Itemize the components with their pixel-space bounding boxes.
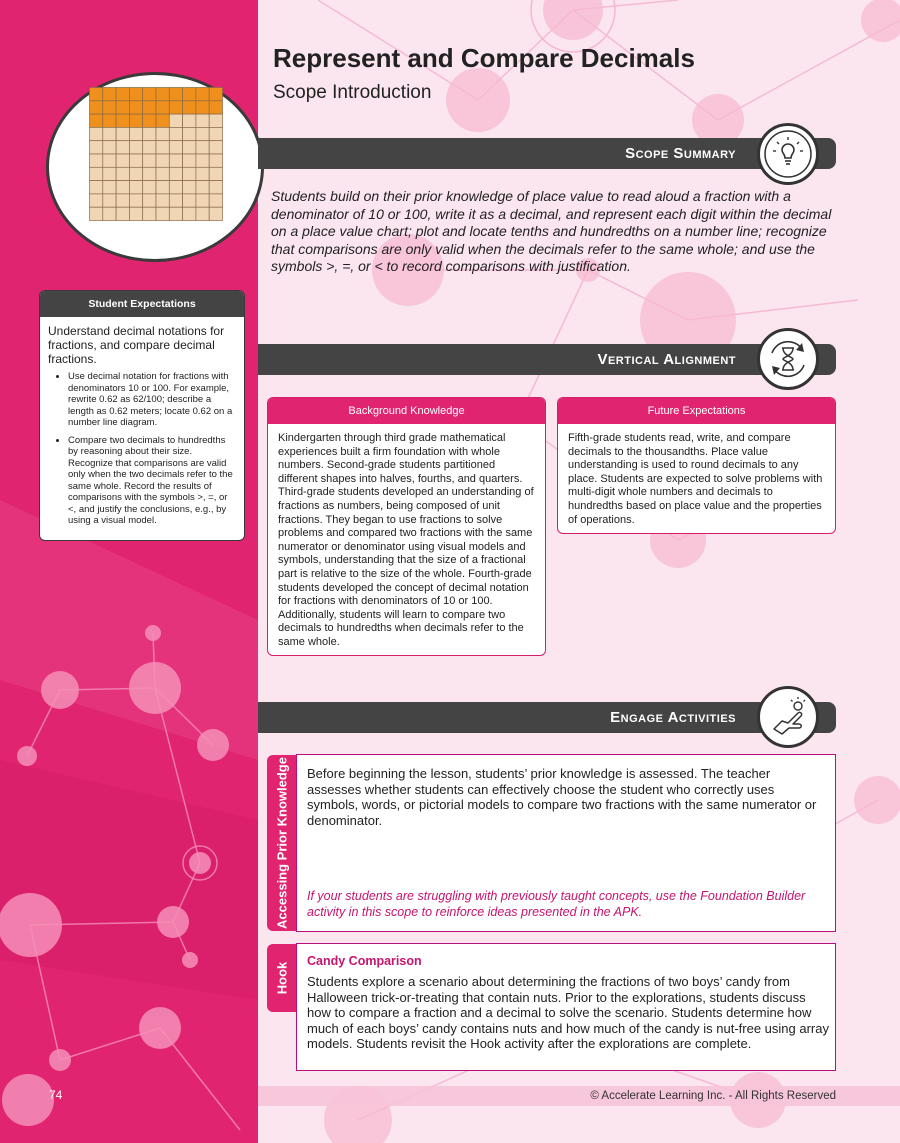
hundredths-grid-model [89, 87, 223, 221]
grid-cell [129, 154, 142, 167]
grid-cell [103, 167, 116, 180]
grid-cell [169, 114, 182, 127]
grid-cell [116, 141, 129, 154]
grid-cell [116, 101, 129, 114]
grid-cell [90, 194, 103, 207]
grid-cell [129, 181, 142, 194]
grid-cell [90, 127, 103, 140]
grid-cell [103, 181, 116, 194]
grid-cell [143, 114, 156, 127]
grid-cell [143, 207, 156, 220]
grid-cell [209, 141, 222, 154]
engage-activities-heading: Engage Activities [610, 709, 736, 726]
grid-cell [169, 167, 182, 180]
page-number: 74 [49, 1088, 63, 1102]
grid-cell [169, 154, 182, 167]
grid-cell [196, 154, 209, 167]
grid-cell [183, 181, 196, 194]
grid-cell [129, 88, 142, 101]
tab-accessing-prior-knowledge [267, 755, 296, 931]
hourglass-cycle-icon [757, 328, 819, 390]
tab-hook [267, 944, 296, 1012]
apk-tab-label: Accessing Prior Knowledge [274, 757, 289, 929]
grid-cell [143, 127, 156, 140]
grid-cell [129, 194, 142, 207]
grid-cell [183, 114, 196, 127]
future-expectations-heading: Future Expectations [558, 398, 835, 424]
grid-cell [209, 167, 222, 180]
student-expectations-intro: Understand decimal notations for fractions, and compare decimal fractions. [48, 324, 225, 366]
engage-activities-banner [258, 702, 836, 733]
grid-cell [103, 141, 116, 154]
grid-cell [116, 194, 129, 207]
grid-cell [143, 181, 156, 194]
grid-cell [90, 207, 103, 220]
grid-cell [90, 88, 103, 101]
background-knowledge-text: Kindergarten through third grade mathematical experiences built a firm foundation with whole numbers. Second-grade students partitioned different shapes into halves, fourths, and quarters. Third-grade students developed an understanding of fractions as numbers, being composed of unit fractions. They began to use fractions to solve problems and compared two fractions with the same numerator or denominator using visual models and symbols, understanding that the size of a fractional part is relative to the size of the whole. Fourth-grade students developed the concept of decimal notation for fractions with denominators of 10 or 100. Additionally, students will learn to compare two decimals to hundredths when decimals refer to the same whole. [278, 432, 534, 648]
lightbulb-icon [757, 123, 819, 185]
grid-cell [196, 167, 209, 180]
grid-cell [169, 181, 182, 194]
grid-cell [129, 127, 142, 140]
grid-cell [169, 207, 182, 220]
grid-cell [209, 127, 222, 140]
grid-cell [129, 207, 142, 220]
grid-cell [196, 141, 209, 154]
grid-cell [169, 127, 182, 140]
grid-cell [196, 194, 209, 207]
grid-cell [183, 194, 196, 207]
hook-title: Candy Comparison [307, 954, 422, 968]
background-knowledge-heading: Background Knowledge [268, 398, 545, 424]
grid-cell [103, 88, 116, 101]
grid-cell [169, 194, 182, 207]
grid-cell [196, 207, 209, 220]
grid-cell [143, 167, 156, 180]
apk-note: If your students are struggling with previously taught concepts, use the Foundation Builder activity in this scope to reinforce ideas presented in the APK. [307, 889, 806, 919]
hook-text: Students explore a scenario about determining the fractions of two boys’ candy from Halloween trick-or-treating that contain nuts. Prior to the explorations, students discuss how to compare a fraction and a decimal to solve the scenario. Students determine how much of each boys’ candy contains nuts and how much of the candy is nut-free using array models. Students revisit the Hook activity after the explorations are complete. [307, 974, 829, 1051]
grid-cell [116, 207, 129, 220]
grid-cell [143, 101, 156, 114]
copyright-notice: © Accelerate Learning Inc. - All Rights Reserved [590, 1090, 836, 1102]
future-expectations-card [557, 397, 836, 534]
grid-cell [209, 194, 222, 207]
grid-cell [103, 194, 116, 207]
grid-cell [156, 114, 169, 127]
grid-cell [156, 154, 169, 167]
grid-cell [196, 88, 209, 101]
grid-cell [209, 114, 222, 127]
grid-cell [196, 127, 209, 140]
grid-cell [156, 207, 169, 220]
grid-cell [129, 141, 142, 154]
hook-tab-label: Hook [274, 961, 289, 995]
scope-summary-banner [258, 138, 836, 169]
grid-cell [183, 88, 196, 101]
grid-cell [196, 181, 209, 194]
grid-cell [156, 141, 169, 154]
grid-cell [196, 101, 209, 114]
grid-cell [116, 114, 129, 127]
grid-cell [90, 154, 103, 167]
vertical-alignment-banner [258, 344, 836, 375]
grid-cell [156, 101, 169, 114]
page-title: Represent and Compare Decimals [273, 43, 695, 73]
grid-cell [156, 181, 169, 194]
grid-cell [183, 154, 196, 167]
grid-cell [143, 194, 156, 207]
scope-summary-heading: Scope Summary [625, 145, 736, 162]
grid-cell [169, 88, 182, 101]
apk-text: Before beginning the lesson, students’ prior knowledge is assessed. The teacher assesses whether students can effectively choose the student who correctly uses symbols, words, or pictorial models to compare two fractions with the same numerator or denominator. [307, 766, 817, 828]
student-expectations-card [39, 290, 245, 541]
grid-cell [116, 127, 129, 140]
grid-cell [183, 127, 196, 140]
grid-cell [156, 88, 169, 101]
grid-cell [169, 101, 182, 114]
grid-cell [116, 181, 129, 194]
student-expectations-list [40, 371, 244, 527]
grid-cell [209, 154, 222, 167]
grid-cell [143, 141, 156, 154]
pointing-hand-icon [757, 686, 819, 748]
grid-cell [90, 141, 103, 154]
grid-cell [129, 114, 142, 127]
grid-cell [209, 207, 222, 220]
grid-cell [90, 114, 103, 127]
grid-cell [116, 88, 129, 101]
future-expectations-text: Fifth-grade students read, write, and compare decimals to the thousandths. Place value understanding is used to round decimals to any place. Students are expected to solve problems with multi-digit whole numbers and decimals to hundredths based on place value and the properties of operations. [568, 432, 823, 526]
hook-box [296, 943, 836, 1071]
grid-cell [143, 88, 156, 101]
grid-cell [90, 167, 103, 180]
vertical-alignment-heading: Vertical Alignment [597, 351, 736, 368]
grid-cell [103, 154, 116, 167]
grid-cell [209, 101, 222, 114]
grid-cell [116, 167, 129, 180]
apk-box [296, 754, 836, 932]
grid-cell [103, 127, 116, 140]
grid-cell [196, 114, 209, 127]
page-subtitle: Scope Introduction [273, 82, 432, 103]
list-item: • Use decimal notation for fractions with denominators 10 or 100. For example, rewrite 0.62 as 62/100; describe a length as 0.62 meters; locate 0.62 on a number line diagram. [68, 371, 236, 429]
grid-cell [116, 154, 129, 167]
list-item: • Compare two decimals to hundredths by reasoning about their size. Recognize that comparisons are valid only when the two decimals refer to the same whole. Record the results of comparisons with the symbols >, =, or <, and justify the conclusions, e.g., by using a visual model. [68, 435, 236, 527]
grid-cell [156, 194, 169, 207]
grid-cell [183, 141, 196, 154]
grid-cell [103, 114, 116, 127]
grid-cell [183, 167, 196, 180]
grid-cell [129, 167, 142, 180]
grid-cell [103, 207, 116, 220]
grid-cell [90, 181, 103, 194]
grid-cell [169, 141, 182, 154]
grid-cell [209, 181, 222, 194]
grid-cell [183, 101, 196, 114]
background-knowledge-card [267, 397, 546, 656]
student-expectations-heading: Student Expectations [40, 291, 244, 317]
grid-cell [103, 101, 116, 114]
grid-cell [156, 167, 169, 180]
grid-cell [143, 154, 156, 167]
grid-cell [209, 88, 222, 101]
grid-cell [90, 101, 103, 114]
grid-cell [129, 101, 142, 114]
scope-summary-text: Students build on their prior knowledge of place value to read aloud a fraction with a denominator of 10 or 100, write it as a decimal, and represent each digit within the decimal on a place value chart; plot and locate tenths and hundredths on a number line; recognize that comparisons are only valid when the decimals refer to the same whole; and use the symbols >, =, or < to record comparisons with justification. [271, 188, 832, 274]
grid-cell [156, 127, 169, 140]
grid-cell [183, 207, 196, 220]
